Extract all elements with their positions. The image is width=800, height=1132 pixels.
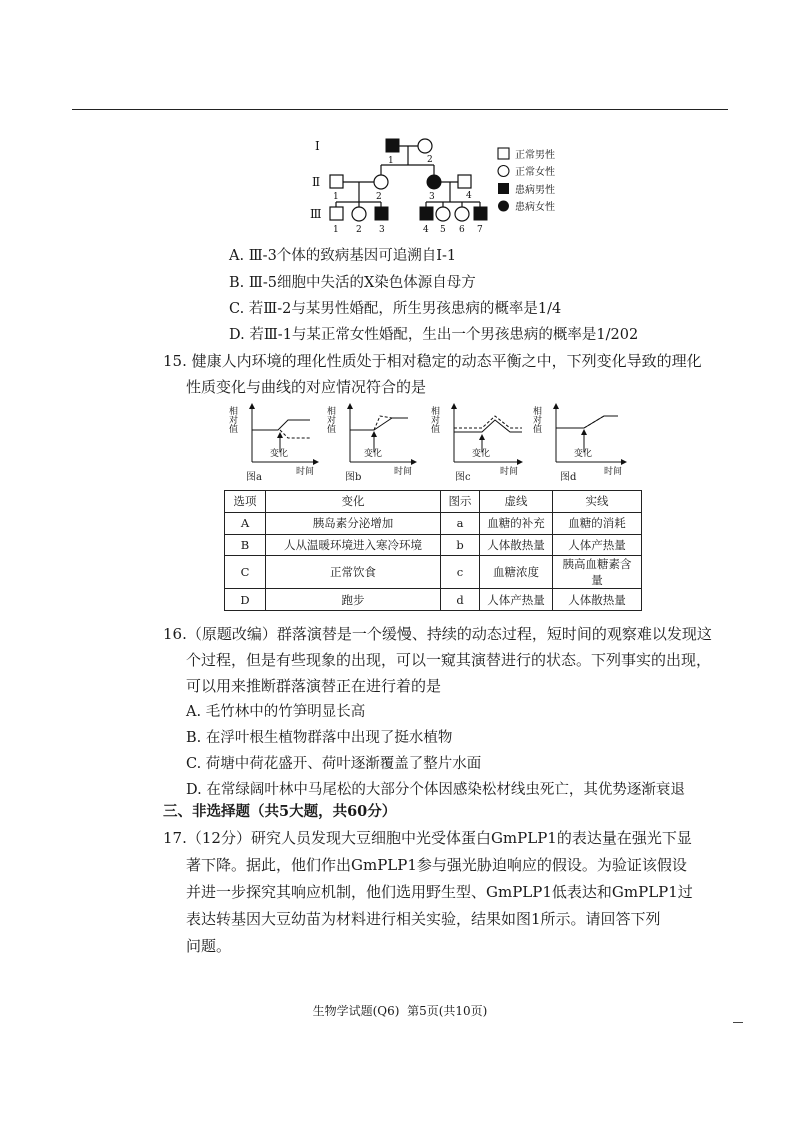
q15-stem: 15. 健康人内环境的理化性质处于相对稳定的动态平衡之中，下列变化导致的理化 <box>163 352 702 370</box>
q16-option-d: D. 在常绿阔叶林中马尾松的大部分个体因感染松材线虫死亡，其优势逐渐衰退 <box>186 782 685 798</box>
graph-d-caption: 图d <box>560 472 577 483</box>
margin-mark <box>733 1022 743 1023</box>
q15-table <box>224 490 642 611</box>
affected-male <box>375 207 388 220</box>
legend-normal-female <box>498 166 509 177</box>
graph-a-change: 变化 <box>270 449 289 459</box>
q14-option-c: C. 若Ⅲ-2与某男性婚配，所生男孩患病的概率是1/4 <box>229 301 562 317</box>
normal-female <box>455 207 469 221</box>
normal-female <box>374 175 388 189</box>
affected-female <box>427 175 441 189</box>
q16-stem: 16.（原题改编）群落演替是一个缓慢、持续的动态过程，短时间的观察难以发现这 <box>163 625 712 643</box>
dashed-line <box>280 430 310 438</box>
gen-label: Ⅲ <box>310 207 322 221</box>
affected-male <box>420 207 433 220</box>
graph-c-caption: 图c <box>455 472 471 483</box>
page-footer: 生物学试题(Q6) 第5页(共10页) <box>312 1004 488 1018</box>
svg-text:1: 1 <box>333 192 339 202</box>
table-header-row: 选项 变化 图示 虚线 实线 <box>225 491 642 513</box>
svg-text:2: 2 <box>356 225 362 235</box>
table-row: A 胰岛素分泌增加 a 血糖的补充 血糖的消耗 <box>225 512 642 534</box>
q16-stem-cont: 个过程，但是有些现象的出现，可以一窥其演替进行的状态。下列事实的出现， <box>186 651 712 669</box>
graph-b-ylabel: 相对值 <box>325 406 335 433</box>
q17-stem-cont: 著下降。据此，他们作出GmPLP1参与强光胁迫响应的假设。为验证该假设 <box>186 856 687 874</box>
graph-a-ylabel: 相对值 <box>227 406 237 433</box>
q14-option-b: B. Ⅲ-5细胞中失活的X染色体源自母方 <box>229 275 476 291</box>
table-row: C 正常饮食 c 血糖浓度 胰高血糖素含量 <box>225 556 642 589</box>
svg-text:正常女性: 正常女性 <box>515 167 555 178</box>
normal-female <box>418 139 432 153</box>
svg-text:4: 4 <box>423 225 429 235</box>
graph-c-ylabel: 相对值 <box>429 406 439 433</box>
svg-text:正常男性: 正常男性 <box>515 150 555 161</box>
q15-stem-cont: 性质变化与曲线的对应情况符合的是 <box>186 378 427 396</box>
q17-stem-cont: 并进一步探究其响应机制，他们选用野生型、GmPLP1低表达和GmPLP1过 <box>186 883 693 901</box>
svg-text:患病女性: 患病女性 <box>515 202 555 213</box>
normal-female <box>352 207 366 221</box>
solid-line <box>252 420 310 430</box>
graph-c-change: 变化 <box>472 449 491 459</box>
graph-a-xlabel: 时间 <box>296 467 315 477</box>
svg-text:2: 2 <box>376 192 382 202</box>
table-row: B 人从温暖环境进入寒冷环境 b 人体散热量 人体产热量 <box>225 534 642 556</box>
graph-d-xlabel: 时间 <box>604 467 623 477</box>
graph-b-caption: 图b <box>345 472 362 483</box>
svg-text:5: 5 <box>440 225 446 235</box>
normal-female <box>436 207 450 221</box>
legend-normal-male <box>498 148 509 159</box>
legend-affected-female <box>498 201 509 212</box>
q14-option-d: D. 若Ⅲ-1与某正常女性婚配，生出一个男孩患病的概率是1/202 <box>229 327 639 343</box>
solid-line <box>556 416 618 428</box>
svg-text:患病男性: 患病男性 <box>515 185 555 196</box>
section-heading: 三、非选择题（共5大题，共60分） <box>163 803 397 820</box>
q16-option-a: A. 毛竹林中的竹笋明显长高 <box>186 704 366 720</box>
graph-b-change: 变化 <box>364 449 383 459</box>
affected-male <box>386 139 399 152</box>
q14-option-a: A. Ⅲ-3个体的致病基因可追溯自Ⅰ-1 <box>229 248 457 264</box>
q16-option-b: B. 在浮叶根生植物群落中出现了挺水植物 <box>186 730 453 746</box>
graph-b-xlabel: 时间 <box>394 467 413 477</box>
graph-a-caption: 图a <box>246 472 262 483</box>
normal-male <box>330 207 343 220</box>
legend-affected-male <box>498 183 509 194</box>
graph-d-ylabel: 相对值 <box>531 406 541 433</box>
svg-text:2: 2 <box>427 155 433 165</box>
gen-label: Ⅱ <box>312 175 321 189</box>
svg-text:3: 3 <box>379 225 385 235</box>
svg-text:1: 1 <box>388 156 394 166</box>
pedigree-chart <box>300 132 570 238</box>
q16-stem-cont: 可以用来推断群落演替正在进行着的是 <box>186 677 442 695</box>
q16-option-c: C. 荷塘中荷花盛开、荷叶逐渐覆盖了整片水面 <box>186 756 482 772</box>
normal-male <box>330 175 343 188</box>
normal-male <box>458 175 471 188</box>
q17-stem-cont: 表达转基因大豆幼苗为材料进行相关实验，结果如图1所示。请回答下列 <box>186 910 661 928</box>
header-rule <box>72 109 728 110</box>
svg-text:3: 3 <box>429 192 435 202</box>
svg-text:6: 6 <box>459 225 465 235</box>
affected-male <box>474 207 487 220</box>
gen-label: I <box>315 139 320 153</box>
table-row: D 跑步 d 人体产热量 人体散热量 <box>225 589 642 611</box>
graph-d-change: 变化 <box>574 449 593 459</box>
svg-text:4: 4 <box>466 191 472 201</box>
solid-line <box>350 418 408 430</box>
graph-c-xlabel: 时间 <box>500 467 519 477</box>
svg-text:7: 7 <box>477 225 483 235</box>
q17-stem: 17.（12分）研究人员发现大豆细胞中光受体蛋白GmPLP1的表达量在强光下显 <box>163 829 692 847</box>
svg-text:1: 1 <box>333 225 339 235</box>
q17-stem-cont: 问题。 <box>186 937 232 955</box>
